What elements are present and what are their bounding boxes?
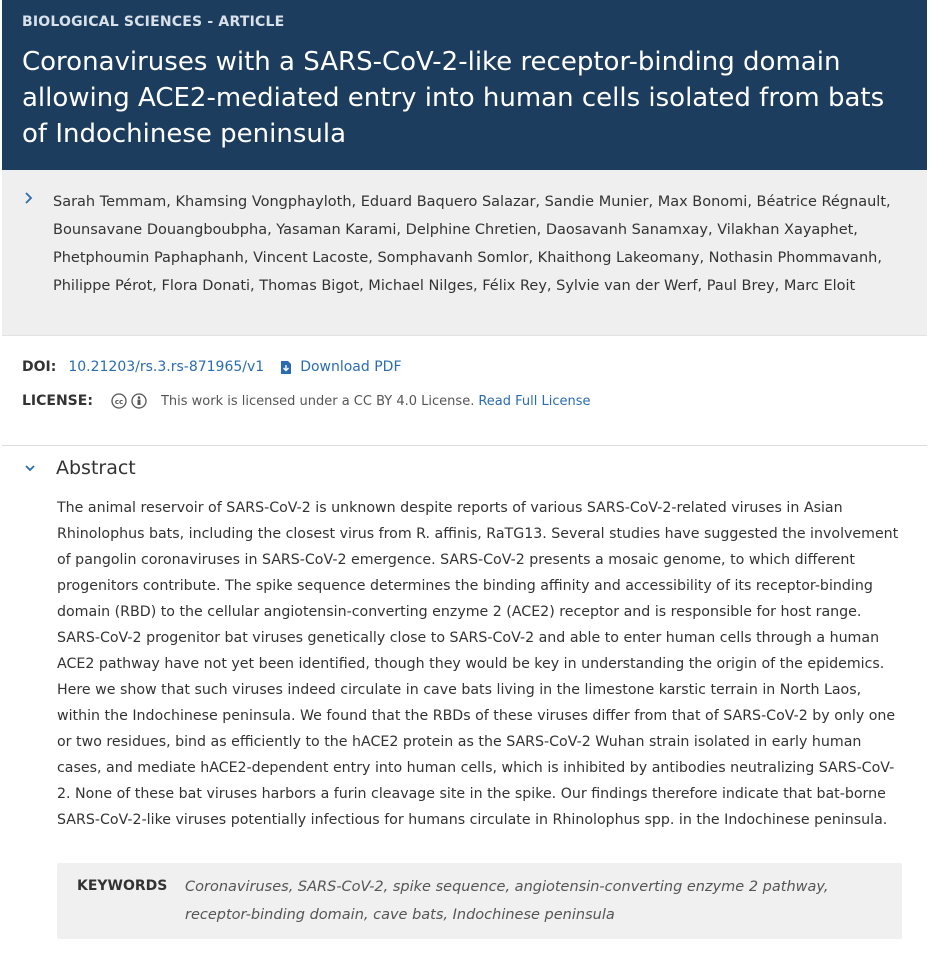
abstract-header[interactable] xyxy=(22,457,136,479)
license-label: LICENSE: xyxy=(22,393,93,409)
license-icons xyxy=(111,393,151,409)
abstract-title: Abstract xyxy=(56,457,136,479)
download-icon xyxy=(280,360,292,375)
article-header xyxy=(2,0,927,170)
doi-link[interactable]: 10.21203/rs.3.rs-871965/v1 xyxy=(68,359,265,375)
keywords-list: Coronaviruses, SARS-CoV-2, spike sequence, angiotensin-converting enzyme 2 pathway, receptor-binding domain, cave bats, Indochinese peninsula xyxy=(185,879,829,923)
doi-row xyxy=(22,352,902,382)
license-text: This work is licensed under a CC BY 4.0 License. xyxy=(160,393,475,409)
section-divider xyxy=(2,445,927,446)
download-pdf-label: Download PDF xyxy=(300,359,402,375)
keywords-label: KEYWORDS xyxy=(77,878,168,894)
doi-label: DOI: xyxy=(22,359,57,375)
chevron-down-icon[interactable] xyxy=(22,460,38,476)
read-full-license-link[interactable]: Read Full License xyxy=(478,393,591,409)
svg-text:cc: cc xyxy=(114,398,124,406)
abstract-body: The animal reservoir of SARS-CoV-2 is unknown despite reports of various SARS-CoV-2-related viruses in Asian Rhinolophus bats, including the closest virus from R. affinis, RaTG13. Several studies have suggested the involvement of pangolin coronaviruses in SARS-CoV-2 emergence. SARS-CoV-2 presents a mosaic genome, to which different progenitors contribute. The spike sequence determines the binding affinity and accessibility of its receptor-binding domain (RBD) to the cellular angiotensin-converting enzyme 2 (ACE2) receptor and is responsible for host range. SARS-CoV-2 progenitor bat viruses genetically close to SARS-CoV-2 and able to enter human cells through a human ACE2 pathway have not yet been identified, though they would be key in understanding the origin of the epidemics. Here we show that such viruses indeed circulate in cave bats living in the limestone karstic terrain in North Laos, within the Indochinese peninsula. We found that the RBDs of these viruses differ from that of SARS-CoV-2 by only one or two residues, bind as efficiently to the hACE2 protein as the SARS-CoV-2 Wuhan strain isolated in early human cases, and mediate hACE2-dependent entry into human cells, which is inhibited by antibodies neutralizing SARS-CoV-2. None of these bat viruses harbors a furin cleavage site in the spike. Our findings therefore indicate that bat-borne SARS-CoV-2-like viruses potentially infectious for humans circulate in Rhinolophus spp. in the Indochinese peninsula. xyxy=(57,500,899,828)
article-category: BIOLOGICAL SCIENCES - ARTICLE xyxy=(22,14,285,30)
article-meta xyxy=(22,352,902,416)
authors-panel xyxy=(2,170,927,336)
attribution-icon xyxy=(131,393,147,409)
keywords-box xyxy=(57,863,902,939)
chevron-right-icon[interactable] xyxy=(22,190,36,204)
article-title: Coronaviruses with a SARS-CoV-2-like receptor-binding domain allowing ACE2-mediated entry into human cells isolated from bats of Indochinese peninsula xyxy=(22,47,885,149)
creative-commons-icon xyxy=(111,393,127,409)
license-row xyxy=(22,386,902,416)
authors-list: Sarah Temmam, Khamsing Vongphayloth, Eduard Baquero Salazar, Sandie Munier, Max Bonomi, Béatrice Régnault, Bounsavane Douangboubpha, Yasaman Karami, Delphine Chretien, Daosavanh Sanamxay, Vilakhan Xayaphet, Phetphoumin Paphaphanh, Vincent Lacoste, Somphavanh Somlor, Khaithong Lakeomany, Nothasin Phommavanh, Philippe Pérot, Flora Donati, Thomas Bigot, Michael Nilges, Félix Rey, Sylvie van der Werf, Paul Brey, Marc Eloit xyxy=(53,194,891,294)
download-pdf-button[interactable] xyxy=(280,359,401,375)
